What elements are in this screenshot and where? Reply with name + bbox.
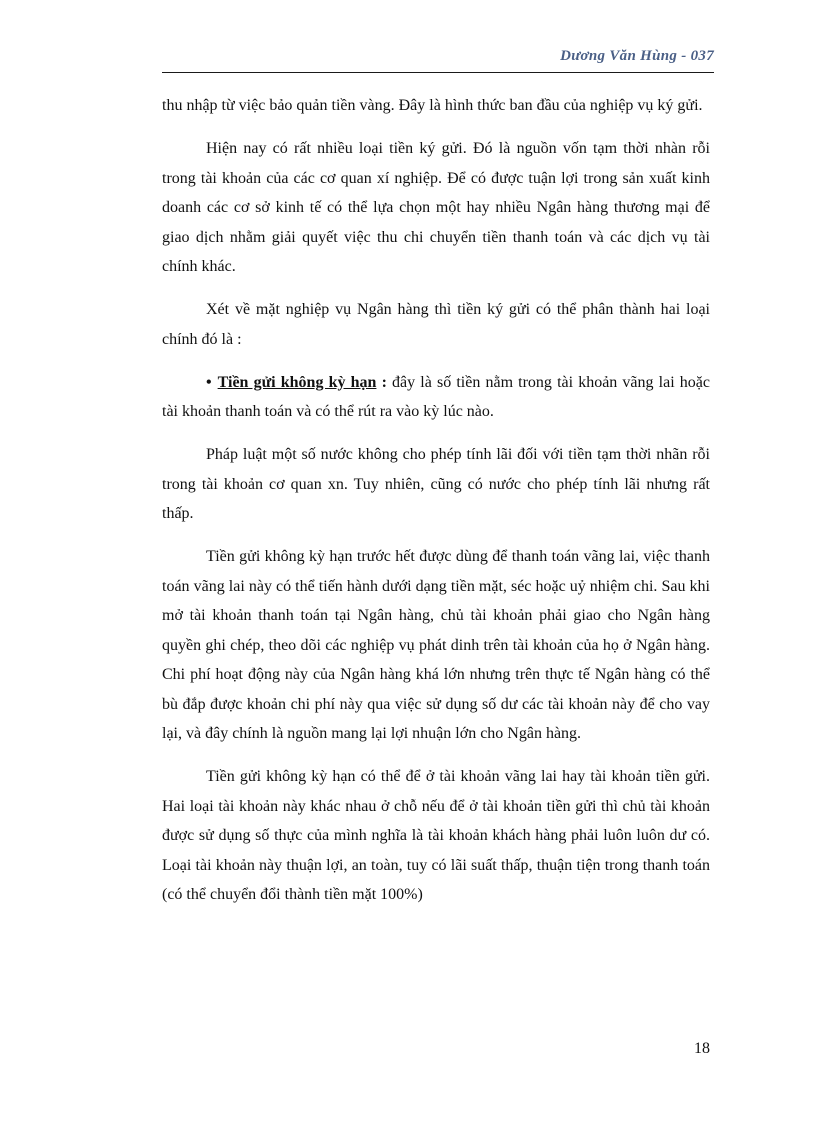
paragraph-account-types: Tiền gửi không kỳ hạn có thể để ở tài khoản vãng lai hay tài khoản tiền gửi. Hai loại tài khoản này khác nhau ở chỗ nếu để ở tài khoản tiền gửi thì chủ tài khoản được sử dụng số thực của mình nghĩa là tài khoản khách hàng phải luôn luôn dư có. Loại tài khoản này thuận lợi, an toàn, tuy có lãi suất thấp, thuận tiện trong thanh toán (có thể chuyển đổi thành tiền mặt 100%) <box>162 768 710 903</box>
bullet-item-demand-deposit <box>162 368 710 427</box>
running-header-author: Dương Văn Hùng - 037 <box>560 48 714 64</box>
bullet-term: Tiền gửi không kỳ hạn <box>217 373 377 391</box>
paragraph-deposit-types: Hiện nay có rất nhiều loại tiền ký gửi. Đó là nguồn vốn tạm thời nhàn rỗi trong tài khoản của các cơ quan xí nghiệp. Để có được tuận lợi trong sản xuất kinh doanh các cơ sở kinh tế có thể lựa chọn một hay nhiều Ngân hàng thương mại để giao dịch nhằm giải quyết việc thu chi chuyển tiền thanh toán và các dịch vụ tài chính khác. <box>162 140 710 275</box>
paragraph-continuation: thu nhập từ việc bảo quản tiền vàng. Đây là hình thức ban đầu của nghiệp vụ ký gửi. <box>162 97 703 114</box>
bullet-colon: : <box>376 373 387 391</box>
bullet-text: đây là số tiền nằm trong tài khoản vãng lai hoặc tài khoản thanh toán và có thể rút ra vào kỳ lúc nào. <box>162 373 711 420</box>
page-body <box>162 91 710 923</box>
paragraph-law: Pháp luật một số nước không cho phép tính lãi đối với tiền tạm thời nhãn rỗi trong tài khoản cơ quan xn. Tuy nhiên, cũng có nước cho phép tính lãi nhưng rất thấp. <box>162 446 710 522</box>
paragraph-current-payments: Tiền gửi không kỳ hạn trước hết được dùng để thanh toán vãng lai, việc thanh toán vãng lai này có thể tiến hành dưới dạng tiền mặt, séc hoặc uỷ nhiệm chi. Sau khi mở tài khoản thanh toán tại Ngân hàng, chủ tài khoản phải giao cho Ngân hàng quyền ghi chép, theo dõi các nghiệp vụ phát dinh trên tài khoản của họ ở Ngân hàng. Chi phí hoạt động này của Ngân hàng khá lớn nhưng trên thực tế Ngân hàng có thể bù đắp được khoản chi phí này qua việc sử dụng số dư các tài khoản này để cho vay lại, và đây chính là nguồn mang lại lợi nhuận lớn cho Ngân hàng. <box>162 548 710 742</box>
page-number: 18 <box>694 1040 710 1057</box>
header-divider <box>162 72 714 73</box>
paragraph-classification: Xét về mặt nghiệp vụ Ngân hàng thì tiền ký gửi có thể phân thành hai loại chính đó là : <box>162 301 710 348</box>
bullet-icon: • <box>206 373 212 391</box>
